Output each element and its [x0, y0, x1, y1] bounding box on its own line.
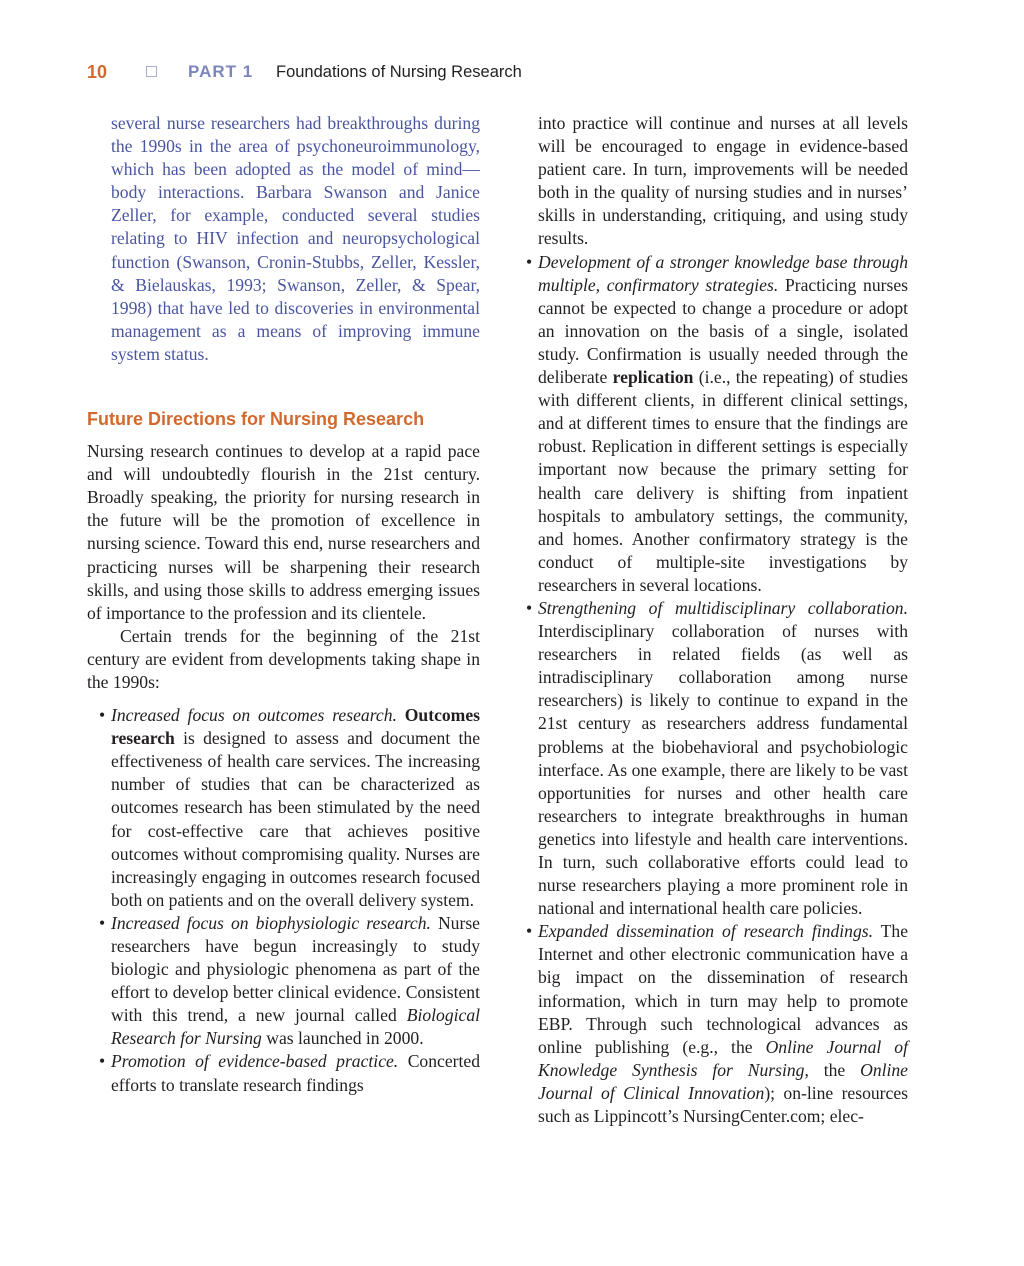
section-heading: Future Directions for Nursing Research	[87, 409, 425, 430]
bullet-text: , the	[804, 1059, 861, 1080]
body-paragraph-2: Certain trends for the beginning of the 21st century are evident from developments taking shape in the 1990s:	[87, 625, 480, 692]
key-term: Outcomes research	[111, 705, 480, 749]
key-term: replication	[612, 367, 694, 388]
header-square-icon	[146, 66, 157, 77]
bullet-title: Expanded dissemination of research findings.	[538, 921, 873, 942]
bullet-multidisciplinary-collaboration	[523, 597, 908, 920]
bullet-dissemination	[523, 920, 908, 1128]
bullet-outcomes-research	[87, 704, 480, 912]
journal-title: Online Journal of Clinical Innovation	[538, 1059, 908, 1103]
journal-title: Biological Research for Nursing	[111, 1005, 480, 1049]
body-paragraph-1: Nursing research continues to develop at a rapid pace and will undoubtedly flourish in the 21st century. Broadly speaking, the priority for nursing research in the future will be the promotion of excellence in nursing science. Toward this end, nurse researchers and practicing nurses will be sharpening their research skills, and using those skills to address emerging issues of importance to the profession and its clientele.	[87, 441, 480, 623]
bullet-text: Nurse researchers have begun increasingly to study biologic and physiologic phenomena as part of the effort to develop better clinical evidence. Consistent with this trend, a new journal called	[111, 912, 480, 1026]
part-label: PART 1	[188, 62, 254, 81]
bullet-title: Strengthening of multidisciplinary collaboration.	[538, 597, 908, 618]
bullet-title: Increased focus on biophysiologic research.	[111, 912, 431, 933]
bullet-text: was launched in 2000.	[261, 1028, 424, 1049]
bullet-text: Interdisciplinary collaboration of nurses with researchers in related fields (as well as intradisciplinary collaboration among nurse researchers) is likely to continue to expand in the 21st century as researchers address fundamental problems at the biobehavioral and psychobiologic interface. As one example, there are likely to be vast opportunities for nurses and other health care researchers to integrate breakthroughs in human genetics into lifestyle and health care interventions. In turn, such collaborative efforts could lead to nurse researchers playing a more prominent role in national and international health care policies.	[538, 621, 908, 919]
bullet-text: The Internet and other electronic communication have a big impact on the dissemination of research information, which in turn may help to promote EBP. Through such technological advances as online publishing (e.g., the	[538, 921, 908, 1057]
bullet-text: ); on-line resources such as Lippincott’s NursingCenter.com; elec-	[538, 1082, 909, 1127]
left-column	[87, 112, 480, 1097]
journal-title: Online Journal of Knowledge Synthesis for Nursing	[538, 1036, 908, 1080]
intro-continued-paragraph: several nurse researchers had breakthroughs during the 1990s in the area of psychoneuroimmunology, which has been adopted as the model of mind—body interactions. Barbara Swanson and Janice Zeller, for example, conducted several studies relating to HIV infection and neuropsychological function (Swanson, Cronin-Stubbs, Zeller, Kessler, & Bielauskas, 1993; Swanson, Zeller, & Spear, 1998) that have led to discoveries in environmental management as a means of improving immune system status.	[111, 113, 480, 364]
bullet-title: Development of a stronger knowledge base through multiple, confirmatory strategies.	[538, 251, 908, 295]
bullet-text: Concerted efforts to translate research findings	[111, 1051, 480, 1095]
header-title: Foundations of Nursing Research	[276, 63, 522, 81]
bullet-text: Practicing nurses cannot be expected to change a procedure or adopt an innovation on the basis of a single, isolated study. Confirmation is usually needed through the deliberate	[538, 274, 908, 388]
bullet-title: Increased focus on outcomes research.	[111, 705, 397, 726]
bullet-text: (i.e., the repeating) of studies with different clients, in different clinical settings, and at different times to ensure that the findings are robust. Replication in different settings is especially important now because the primary setting for health care delivery is shifting from inpatient hospitals to ambulatory settings, the community, and homes. Another confirmatory strategy is the conduct of multiple-site investigations by researchers in several locations.	[538, 367, 908, 595]
bullet-title: Promotion of evidence-based practice.	[111, 1051, 399, 1072]
bullet-continued-paragraph: into practice will continue and nurses at all levels will be encouraged to engage in evidence-based patient care. In turn, improvements will be needed both in the quality of nursing studies and in nurses’ skills in understanding, critiquing, and using study results.	[538, 113, 908, 249]
page-number: 10	[87, 62, 108, 82]
right-column	[523, 112, 908, 1128]
bullet-biophysiologic-research	[87, 912, 480, 1051]
bullet-knowledge-base	[523, 251, 908, 597]
bullet-evidence-based-practice	[87, 1050, 480, 1096]
bullet-text: is designed to assess and document the effectiveness of health care services. The increasing number of studies that can be characterized as outcomes research has been stimulated by the need for cost-effective care that achieves positive outcomes without compromising quality. Nurses are increasingly engaging in outcomes research focused both on patients and on the overall delivery system.	[111, 728, 480, 910]
